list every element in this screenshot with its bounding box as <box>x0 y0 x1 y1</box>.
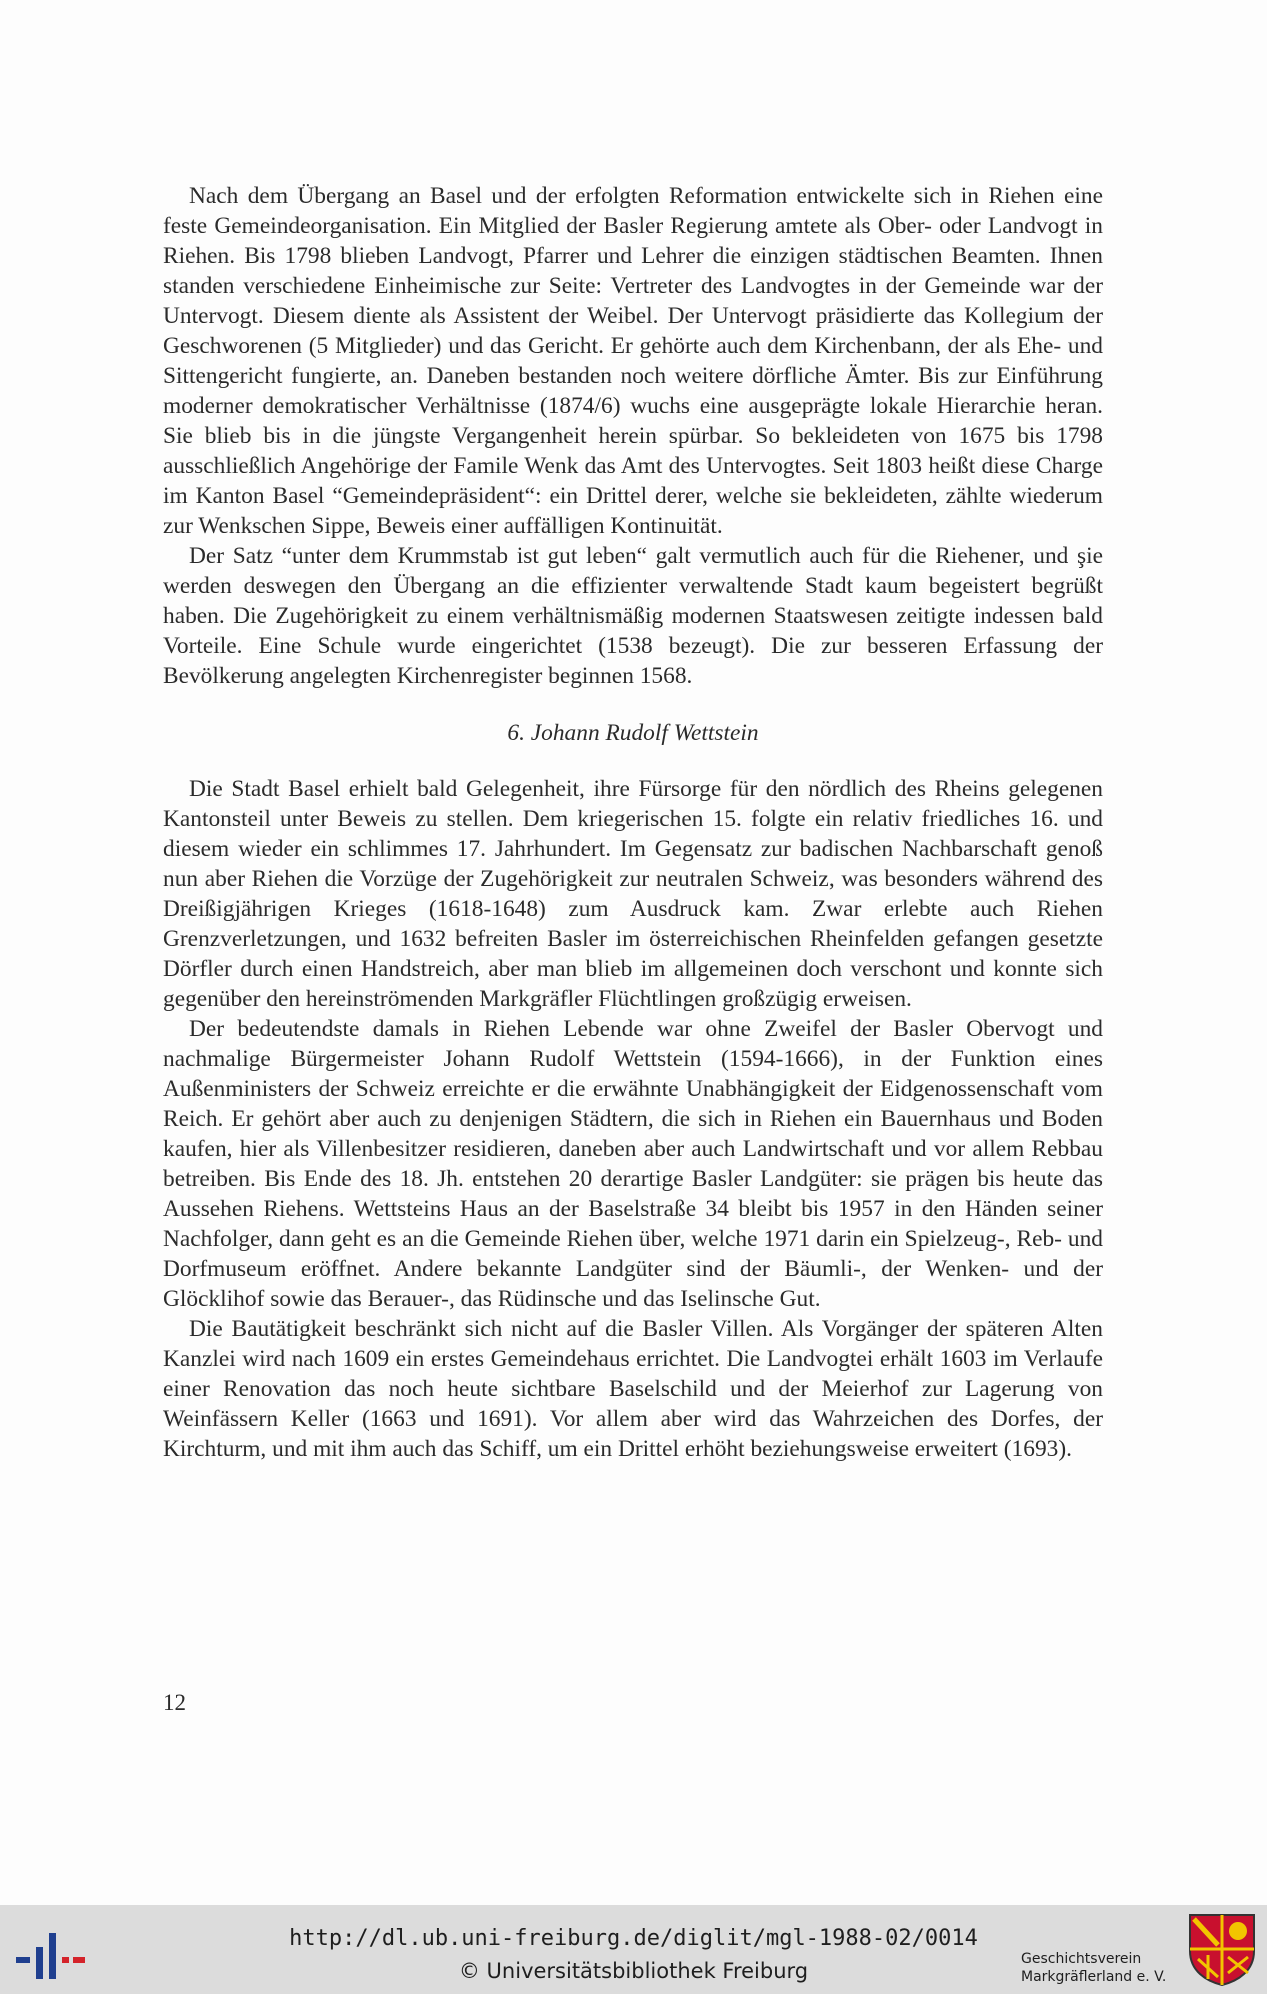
section-heading: 6. Johann Rudolf Wettstein <box>507 720 759 746</box>
paragraph-4: Der bedeutendste damals in Riehen Lebende war ohne Zweifel der Basler Obervogt und nachmalige Bürgermeister Johann Rudolf Wettstein (1594-1666), in der Funktion eines Außenministers der Schweiz erreichte er die erwähnte Unabhängigkeit der Eidgenossenschaft vom Reich. Er gehört aber auch zu denjenigen Städtern, die sich in Riehen ein Bauernhaus und Boden kaufen, hier als Villenbesitzer residieren, daneben aber auch Landwirtschaft und vor allem Rebbau betreiben. Bis Ende des 18. Jh. entstehen 20 derartige Basler Landgüter: sie prägen bis heute das Aussehen Riehens. Wettsteins Haus an der Baselstraße 34 bleibt bis 1957 in den Händen seiner Nachfolger, dann geht es an die Gemeinde Riehen über, welche 1971 darin ein Spielzeug-, Reb- und Dorfmuseum eröffnet. Andere bekannte Landgüter sind der Bäumli-, der Wenken- und der Glöcklihof sowie das Berauer-, das Rüdinsche und das Iselinsche Gut. <box>163 1016 1103 1312</box>
society-line-1: Geschichtsverein <box>1021 1951 1142 1967</box>
paragraph-5: Die Bautätigkeit beschränkt sich nicht auf die Basler Villen. Als Vorgänger der späteren Alten Kanzlei wird nach 1609 ein erstes Gemeindehaus errichtet. Die Landvogtei erhält 1603 im Verlaufe einer Renovation das noch heute sichtbare Baselschild und der Meierhof zur Lagerung von Weinfässern Keller (1663 und 1691). Vor allem aber wird das Wahrzeichen des Dorfes, der Kirchturm, und mit ihm auch das Schiff, um ein Drittel erhöht beziehungsweise erweitert (1693). <box>163 1316 1103 1462</box>
body-text <box>163 181 1103 1464</box>
society-name <box>1021 1950 1166 1986</box>
paragraph-1: Nach dem Übergang an Basel und der erfolgten Reformation entwickelte sich in Riehen eine feste Gemeindeorganisation. Ein Mitglied der Basler Regierung amtete als Ober- oder Landvogt in Riehen. Bis 1798 blieben Landvogt, Pfarrer und Lehrer die einzigen städtischen Beamten. Ihnen standen verschiedene Einheimische zur Seite: Vertreter des Landvogtes in der Gemeinde war der Untervogt. Diesem diente als Assistent der Weibel. Der Untervogt präsidierte das Kollegium der Geschworenen (5 Mitglieder) und das Gericht. Er gehörte auch dem Kirchenbann, der als Ehe- und Sittengericht fungierte, an. Daneben bestanden noch weitere dörfliche Ämter. Bis zur Einführung moderner demokratischer Verhältnisse (1874/6) wuchs eine ausgeprägte lokale Hierarchie heran. Sie blieb bis in die jüngste Vergangenheit herein spürbar. So bekleideten von 1675 bis 1798 ausschließlich Angehörige der Famile Wenk das Amt des Untervogtes. Seit 1803 heißt diese Charge im Kanton Basel “Gemeindepräsident“: ein Drittel derer, welche sie bekleideten, zählte wiederum zur Wenkschen Sippe, Beweis einer auffälligen Kontinuität. <box>163 183 1103 539</box>
footer-copyright: © Universitätsbibliothek Freiburg <box>458 1959 809 1983</box>
footer-bar <box>0 1905 1267 1994</box>
paragraph-2: Der Satz “unter dem Krummstab ist gut leben“ galt vermutlich auch für die Riehener, und şie werden deswegen den Übergang an die effizienter verwaltende Stadt kaum begeistert begrüßt haben. Die Zugehörigkeit zu einem verhältnismäßig modernen Staatswesen zeitigte indessen bald Vorteile. Eine Schule wurde eingerichtet (1538 bezeugt). Die zur besseren Erfassung der Bevölkerung angelegten Kirchenregister beginnen 1568. <box>163 543 1103 689</box>
page-number: 12 <box>163 1690 186 1715</box>
footer-url-link[interactable]: http://dl.ub.uni-freiburg.de/diglit/mgl-1988-02/0014 <box>289 1926 978 1951</box>
coat-of-arms-icon <box>1188 1913 1256 1987</box>
society-line-2: Markgräflerland e. V. <box>1021 1969 1167 1985</box>
paragraph-3: Die Stadt Basel erhielt bald Gelegenheit, ihre Fürsorge für den nördlich des Rheins gelegenen Kantonsteil unter Beweis zu stellen. Dem kriegerischen 15. folgte ein relativ friedliches 16. und diesem wieder ein schlimmes 17. Jahrhundert. Im Gegensatz zur badischen Nachbarschaft genoß nun aber Riehen die Vorzüge der Zugehörigkeit zur neutralen Schweiz, was besonders während des Dreißigjährigen Krieges (1618-1648) zum Ausdruck kam. Zwar erlebte auch Riehen Grenzverletzungen, und 1632 befreiten Basler im österreichischen Rheinfelden gefangen gesetzte Dörfler durch einen Handstreich, aber man blieb im allgemeinen doch verschont und konnte sich gegenüber den hereinströmenden Markgräfler Flüchtlingen großzügig erweisen. <box>163 776 1103 1012</box>
